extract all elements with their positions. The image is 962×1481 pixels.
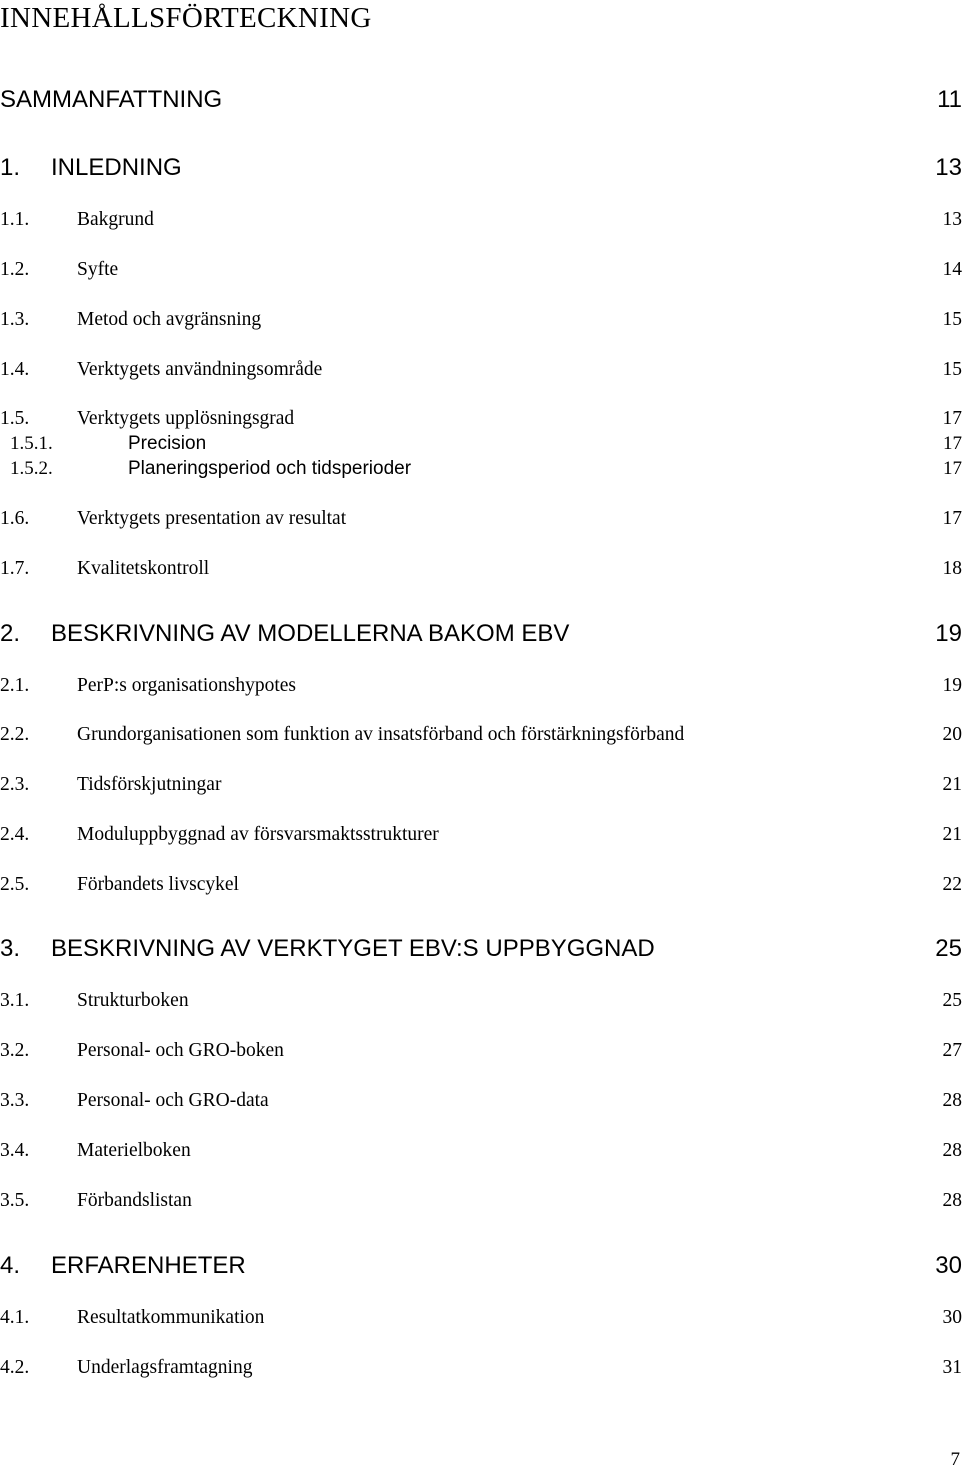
toc-entry-page: 22 <box>942 874 962 895</box>
toc-entry-number: 1.2. <box>0 259 30 280</box>
toc-entry-text: Kvalitetskontroll <box>77 558 210 579</box>
toc-entry-number: 2.1. <box>0 675 30 696</box>
toc-entry-text: INLEDNING <box>51 154 182 181</box>
toc-entry-page: 21 <box>942 824 962 845</box>
toc-entry-text: BESKRIVNING AV MODELLERNA BAKOM EBV <box>51 620 570 647</box>
toc-entry-number: 3.1. <box>0 990 30 1011</box>
toc-entry-page: 28 <box>942 1140 962 1161</box>
toc-entry-page: 14 <box>942 259 962 280</box>
toc-entry-page: 20 <box>942 724 962 745</box>
toc-entry-text: Bakgrund <box>77 209 154 230</box>
toc-entry-text: Planeringsperiod och tidsperioder <box>128 458 412 479</box>
toc-entry-number: 4. <box>0 1252 21 1279</box>
toc-entry-page: 17 <box>942 408 962 429</box>
toc-entry-page: 28 <box>942 1190 962 1211</box>
toc-entry-text: SAMMANFATTNING <box>0 86 223 113</box>
toc-entry-number: 3.4. <box>0 1140 30 1161</box>
toc-entry-number: 3.3. <box>0 1090 30 1111</box>
toc-entry-page: 19 <box>935 620 962 647</box>
toc-entry-text: BESKRIVNING AV VERKTYGET EBV:S UPPBYGGNAD <box>51 935 655 962</box>
toc-entry-page: 13 <box>935 154 962 181</box>
toc-entry-number: 1.5.1. <box>10 433 53 454</box>
toc-entry-text: Förbandets livscykel <box>77 874 239 895</box>
toc-entry-number: 3.5. <box>0 1190 30 1211</box>
toc-entry-number: 3.2. <box>0 1040 30 1061</box>
toc-entry-text: ERFARENHETER <box>51 1252 246 1279</box>
toc-entry-number: 3. <box>0 935 21 962</box>
toc-entry-number: 2.2. <box>0 724 30 745</box>
toc-entry-number: 1. <box>0 154 21 181</box>
toc-entry-page: 25 <box>942 990 962 1011</box>
toc-entry-number: 1.1. <box>0 209 30 230</box>
toc-entry-text: Strukturboken <box>77 990 189 1011</box>
toc-entry-text: Verktygets användningsområde <box>77 359 323 380</box>
toc-entry-page: 15 <box>942 309 962 330</box>
toc-entry-number: 1.6. <box>0 508 30 529</box>
toc-entry-page: 11 <box>937 86 962 113</box>
toc-entry-text: Syfte <box>77 259 119 280</box>
toc-entry-text: Personal- och GRO-boken <box>77 1040 284 1061</box>
toc-entry-number: 2. <box>0 620 21 647</box>
toc-entry-number: 4.2. <box>0 1357 30 1378</box>
toc-entry-text: Underlagsframtagning <box>77 1357 253 1378</box>
toc-entry-text: Tidsförskjutningar <box>77 774 222 795</box>
page-number: 7 <box>950 1449 960 1470</box>
toc-entry-number: 1.3. <box>0 309 30 330</box>
toc-entry-page: 28 <box>942 1090 962 1111</box>
toc-entry-number: 1.4. <box>0 359 30 380</box>
toc-entry-text: Precision <box>128 433 207 454</box>
toc-entry-page: 17 <box>943 458 962 479</box>
toc-entry-number: 1.5.2. <box>10 458 53 479</box>
toc-entry-number: 2.5. <box>0 874 30 895</box>
toc-entry-page: 31 <box>942 1357 962 1378</box>
toc-entry-number: 1.5. <box>0 408 30 429</box>
toc-entry-text: Resultatkommunikation <box>77 1307 265 1328</box>
toc-entry-page: 21 <box>942 774 962 795</box>
toc-entry-page: 13 <box>942 209 962 230</box>
toc-entry-text: Förbandslistan <box>77 1190 192 1211</box>
toc-entry-number: 2.4. <box>0 824 30 845</box>
toc-entry-text: Materielboken <box>77 1140 191 1161</box>
toc-entry-number: 2.3. <box>0 774 30 795</box>
toc-entry-text: Metod och avgränsning <box>77 309 262 330</box>
toc-entry-number: 4.1. <box>0 1307 30 1328</box>
toc-entry-page: 17 <box>943 433 962 454</box>
toc-entry-text: Verktygets upplösningsgrad <box>77 408 295 429</box>
toc-entry-text: Verktygets presentation av resultat <box>77 508 347 529</box>
toc-title: INNEHÅLLSFÖRTECKNING <box>0 2 372 34</box>
toc-entry-page: 17 <box>942 508 962 529</box>
toc-entry-page: 30 <box>942 1307 962 1328</box>
toc-entry-text: Grundorganisationen som funktion av insatsförband och förstärkningsförband <box>77 724 685 745</box>
toc-entry-page: 18 <box>942 558 962 579</box>
toc-entry-page: 27 <box>942 1040 962 1061</box>
toc-entry-text: PerP:s organisationshypotes <box>77 675 297 696</box>
toc-entry-page: 25 <box>935 935 962 962</box>
toc-entry-page: 30 <box>935 1252 962 1279</box>
toc-entry-text: Personal- och GRO-data <box>77 1090 269 1111</box>
toc-entry-text: Moduluppbyggnad av försvarsmaktsstrukturer <box>77 824 439 845</box>
toc-entry-page: 15 <box>942 359 962 380</box>
toc-entry-page: 19 <box>942 675 962 696</box>
toc-entry-number: 1.7. <box>0 558 30 579</box>
